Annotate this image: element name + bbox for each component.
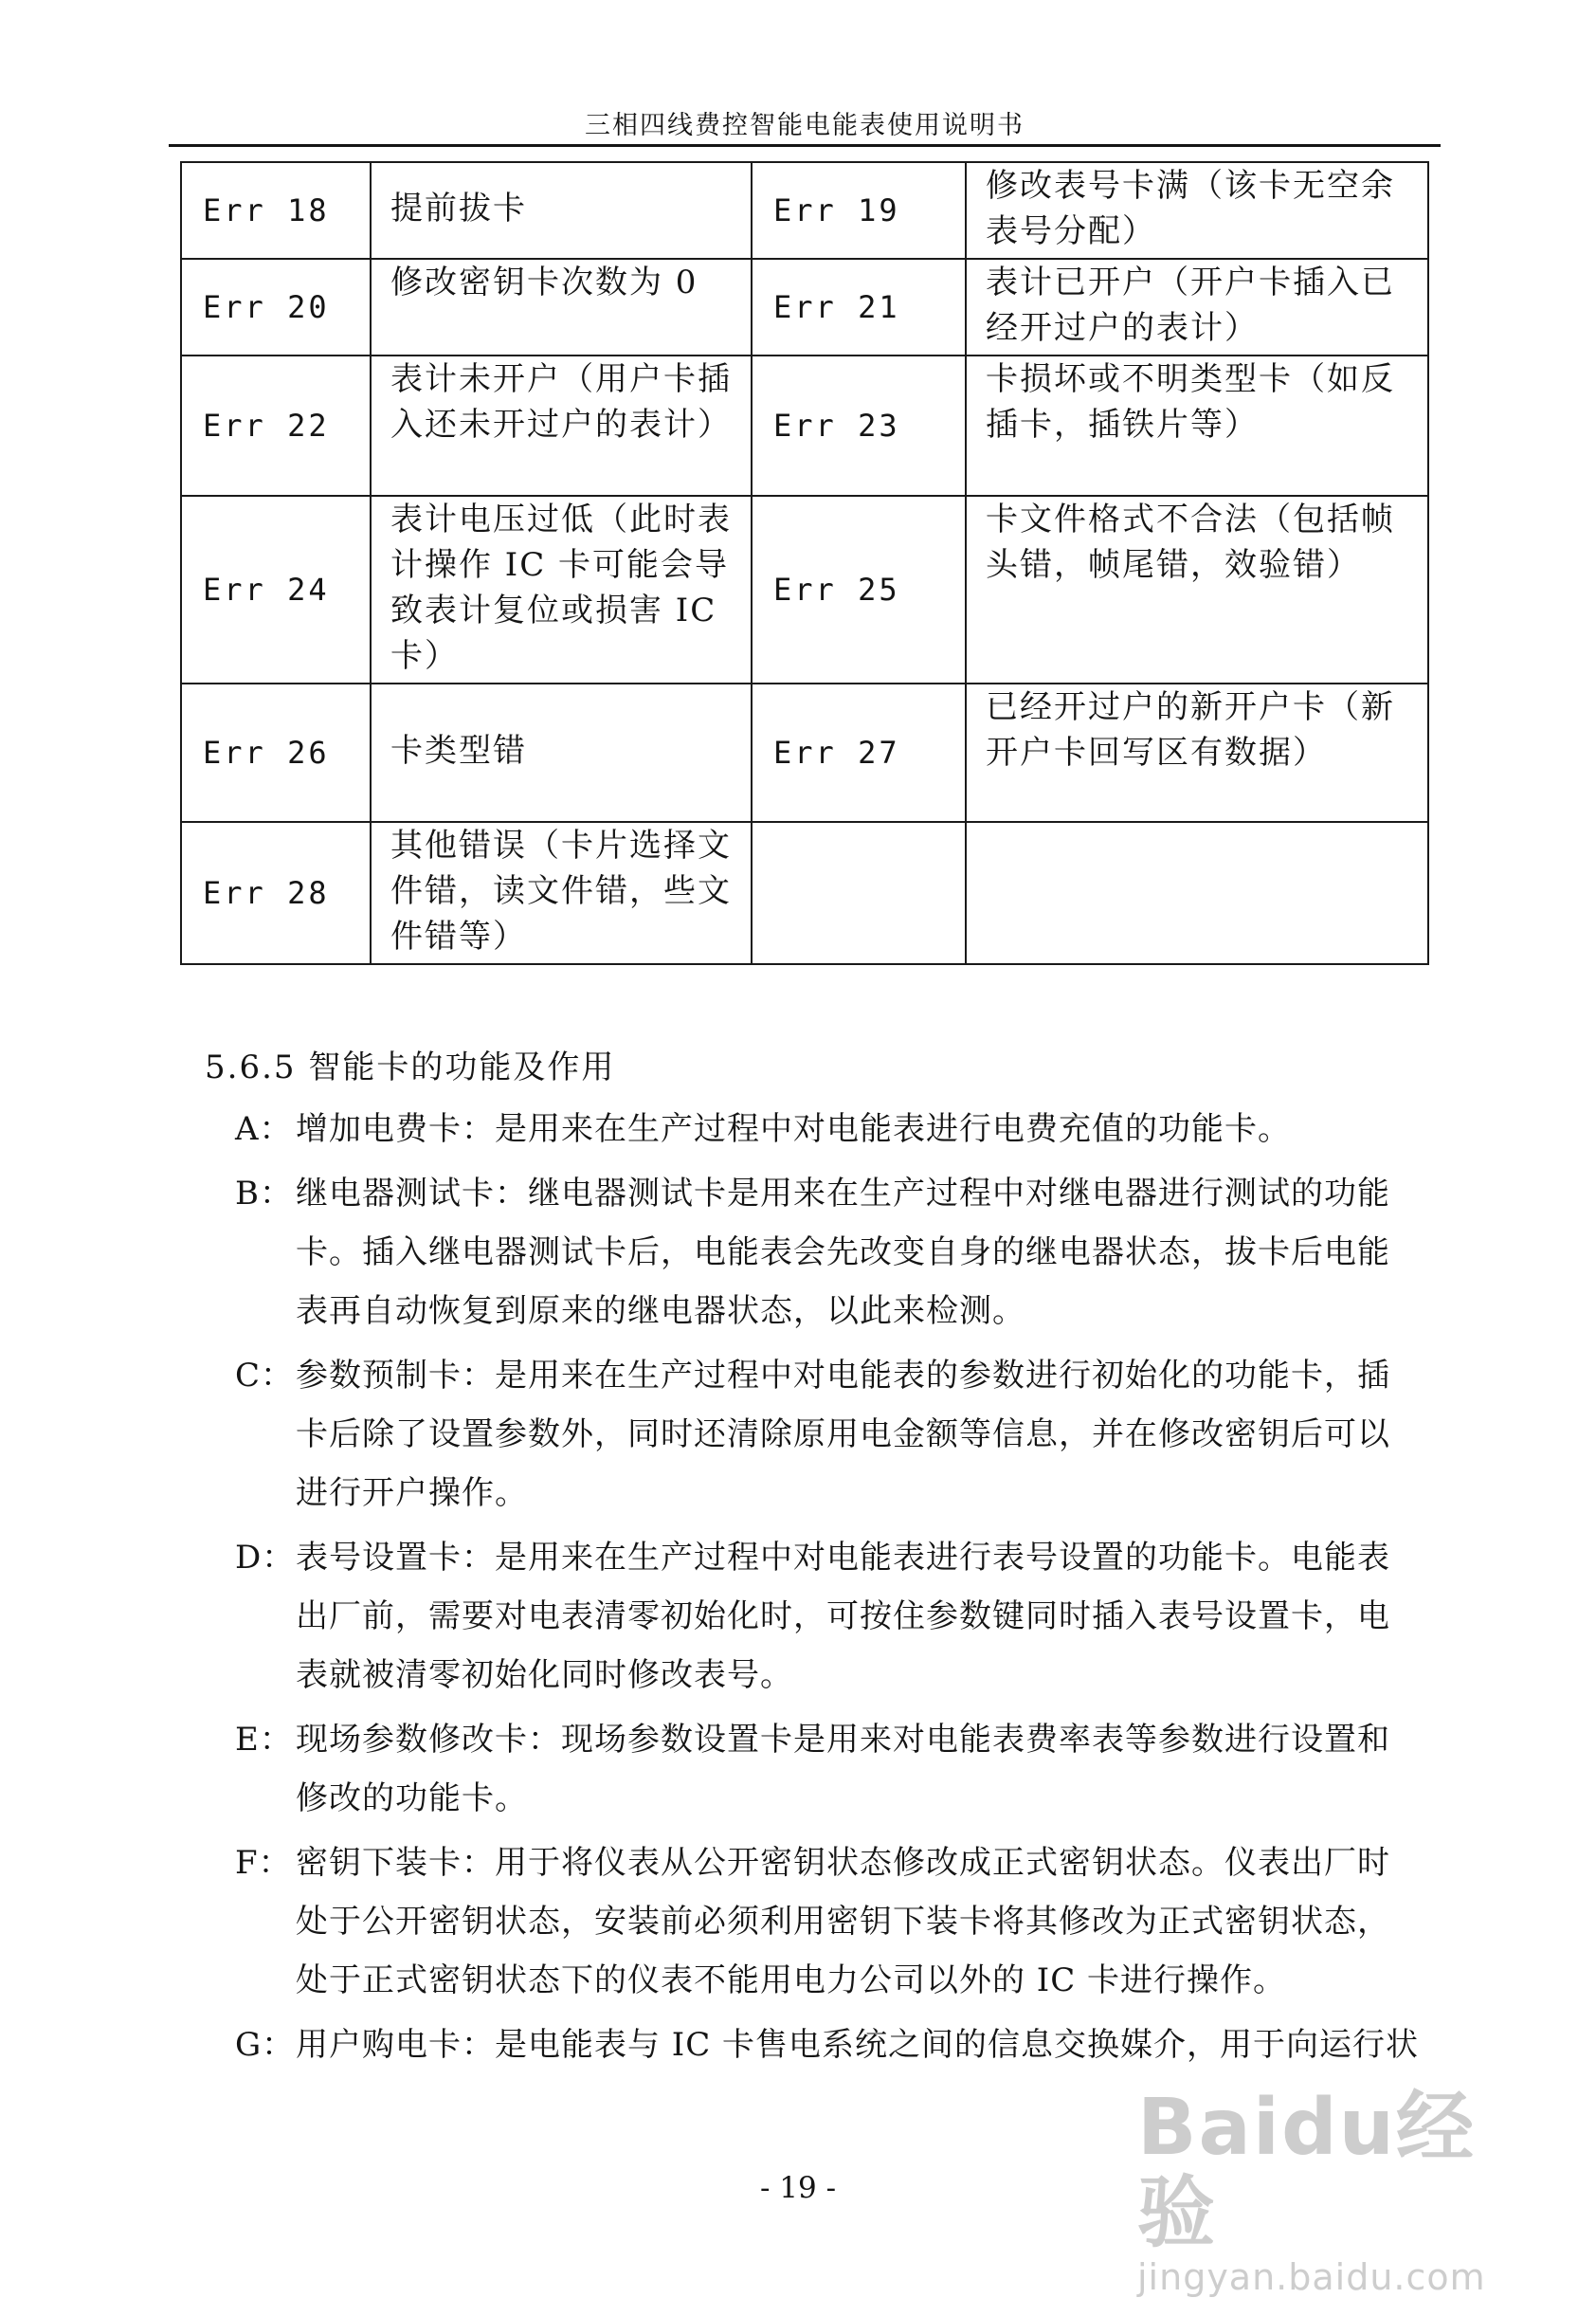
error-description: 卡损坏或不明类型卡（如反插卡，插铁片等） <box>966 356 1428 496</box>
error-description: 表计已开户（开户卡插入已经开过户的表计） <box>966 259 1428 356</box>
item-first-line <box>235 1528 1431 1587</box>
error-code: Err 26 <box>181 684 371 822</box>
error-code <box>752 822 966 964</box>
list-item <box>235 1100 1431 1158</box>
list-item <box>235 1164 1431 1340</box>
table-row <box>181 162 1428 259</box>
table-row <box>181 822 1428 964</box>
item-text: 密钥下装卡：用于将仪表从公开密钥状态修改成正式密钥状态。仪表出厂时 <box>296 1844 1390 1882</box>
section-heading: 5.6.5 智能卡的功能及作用 <box>205 1049 616 1086</box>
error-description: 修改表号卡满（该卡无空余表号分配） <box>966 162 1428 259</box>
error-code: Err 25 <box>752 496 966 684</box>
item-continuation: 卡。插入继电器测试卡后，电能表会先改变自身的继电器状态，拔卡后电能 <box>296 1233 1390 1271</box>
error-code: Err 20 <box>181 259 371 356</box>
table-row <box>181 684 1428 822</box>
error-code: Err 24 <box>181 496 371 684</box>
item-continuation: 处于正式密钥状态下的仪表不能用电力公司以外的 IC 卡进行操作。 <box>296 1961 1287 1999</box>
item-letter: C： <box>235 1357 295 1395</box>
item-continuation: 卡后除了设置参数外，同时还清除原用电金额等信息，并在修改密钥后可以 <box>296 1415 1390 1453</box>
item-continuation: 进行开户操作。 <box>296 1474 528 1512</box>
error-description: 其他错误（卡片选择文件错，读文件错，些文件错等） <box>371 822 752 964</box>
item-text: 用户购电卡：是电能表与 IC 卡售电系统之间的信息交换媒介，用于向运行状 <box>296 2026 1420 2064</box>
baidu-jingyan-watermark <box>1137 2083 1554 2298</box>
header-rule <box>169 144 1441 147</box>
error-description: 卡类型错 <box>371 684 752 822</box>
watermark-logo: Baidu经验 <box>1137 2083 1477 2258</box>
list-item <box>235 2015 1431 2074</box>
list-item <box>235 1833 1431 2010</box>
error-description: 表计电压过低（此时表计操作 IC 卡可能会导致表计复位或损害 IC 卡） <box>371 496 752 684</box>
list-item <box>235 1528 1431 1705</box>
error-code: Err 28 <box>181 822 371 964</box>
item-continuation: 表就被清零初始化同时修改表号。 <box>296 1656 793 1694</box>
error-description: 已经开过户的新开户卡（新开户卡回写区有数据） <box>966 684 1428 822</box>
item-letter: D： <box>235 1539 296 1577</box>
item-text: 表号设置卡：是用来在生产过程中对电能表进行表号设置的功能卡。电能表 <box>296 1539 1390 1577</box>
error-code: Err 21 <box>752 259 966 356</box>
error-code: Err 22 <box>181 356 371 496</box>
error-description: 表计未开户（用户卡插入还未开过户的表计） <box>371 356 752 496</box>
item-first-line <box>235 1710 1431 1769</box>
item-first-line <box>235 1100 1431 1158</box>
error-code: Err 19 <box>752 162 966 259</box>
table-row <box>181 259 1428 356</box>
item-continuation: 出厂前，需要对电表清零初始化时，可按住参数键同时插入表号设置卡，电 <box>296 1597 1390 1635</box>
item-letter: B： <box>235 1175 293 1213</box>
error-code: Err 23 <box>752 356 966 496</box>
item-text: 增加电费卡：是用来在生产过程中对电能表进行电费充值的功能卡。 <box>296 1110 1291 1148</box>
item-first-line <box>235 2015 1431 2074</box>
item-text: 现场参数修改卡：现场参数设置卡是用来对电能表费率表等参数进行设置和 <box>296 1721 1390 1759</box>
list-item <box>235 1346 1431 1523</box>
error-code: Err 27 <box>752 684 966 822</box>
document-header: 三相四线费控智能电能表使用说明书 <box>585 111 1025 140</box>
item-letter: F： <box>235 1844 292 1882</box>
item-first-line <box>235 1164 1431 1223</box>
item-first-line <box>235 1346 1431 1405</box>
item-text: 参数预制卡：是用来在生产过程中对电能表的参数进行初始化的功能卡，插 <box>296 1357 1390 1395</box>
item-text: 继电器测试卡：继电器测试卡是用来在生产过程中对继电器进行测试的功能 <box>296 1175 1390 1213</box>
item-continuation: 处于公开密钥状态，安装前必须利用密钥下装卡将其修改为正式密钥状态， <box>296 1903 1390 1941</box>
list-item <box>235 1710 1431 1828</box>
item-continuation: 修改的功能卡。 <box>296 1779 528 1817</box>
error-description: 修改密钥卡次数为 0 <box>371 259 752 356</box>
card-function-list <box>235 1100 1431 2080</box>
item-letter: A： <box>235 1110 293 1148</box>
item-continuation: 表再自动恢复到原来的继电器状态，以此来检测。 <box>296 1292 1025 1330</box>
error-description: 卡文件格式不合法（包括帧头错，帧尾错，效验错） <box>966 496 1428 684</box>
page-number: - 19 - <box>759 2171 837 2205</box>
error-code-table <box>180 161 1429 965</box>
item-letter: G： <box>235 2026 296 2064</box>
error-description <box>966 822 1428 964</box>
watermark-url: jingyan.baidu.com <box>1137 2256 1486 2298</box>
error-description: 提前拔卡 <box>371 162 752 259</box>
item-letter: E： <box>235 1721 293 1759</box>
item-first-line <box>235 1833 1431 1892</box>
table-row <box>181 496 1428 684</box>
table-row <box>181 356 1428 496</box>
error-code: Err 18 <box>181 162 371 259</box>
